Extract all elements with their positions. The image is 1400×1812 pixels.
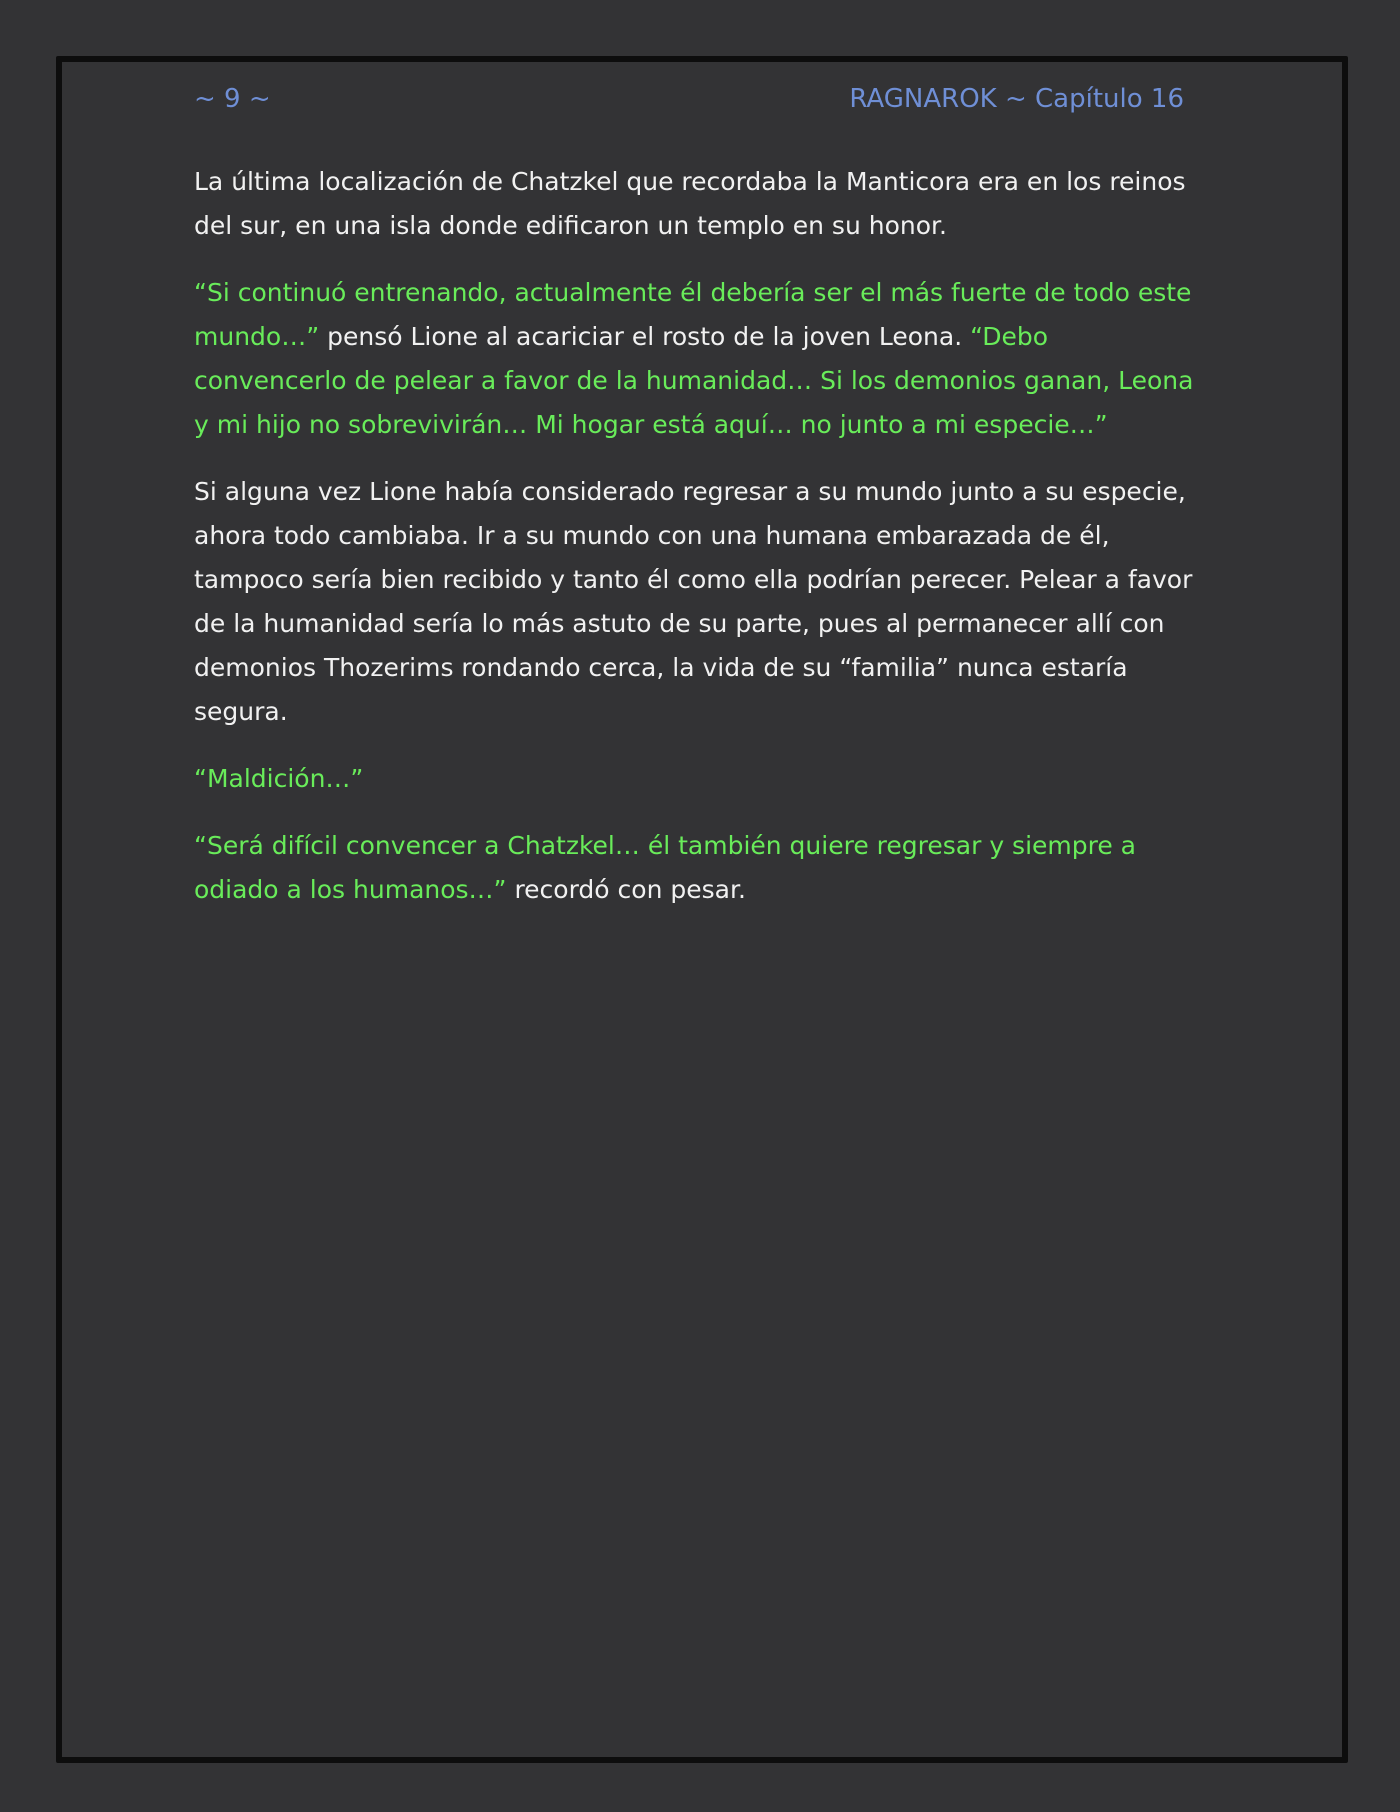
page-number: ~ 9 ~	[194, 84, 271, 114]
page-body	[194, 160, 1204, 935]
paragraph-dialogue-3	[194, 824, 1204, 912]
paragraph-narration-2	[194, 470, 1204, 734]
thought-text: “Si continuó entrenando, actualmente él debería ser el más fuerte de todo este mundo…”	[194, 278, 1192, 351]
thought-text: “Debo convencerlo de pelear a favor de la humanidad… Si los demonios ganan, Leona y mi hijo no sobrevivirán… Mi hogar está aquí… no junto a mi especie…”	[194, 322, 1194, 439]
narration-text: recordó con pesar.	[506, 875, 746, 904]
thought-text: “Será difícil convencer a Chatzkel… él también quiere regresar y siempre a odiado a los humanos…”	[194, 831, 1137, 904]
chapter-title: RAGNAROK ~ Capítulo 16	[849, 84, 1184, 114]
narration-text: pensó Lione al acariciar el rosto de la joven Leona.	[319, 322, 971, 351]
paragraph-dialogue-1	[194, 271, 1204, 447]
narration-text: La última localización de Chatzkel que recordaba la Manticora era en los reinos del sur, en una isla donde edificaron un templo en su honor.	[194, 167, 1186, 240]
thought-text: “Maldición…”	[194, 764, 364, 793]
page-header	[194, 84, 1184, 124]
paragraph-dialogue-2	[194, 757, 1204, 801]
narration-text: Si alguna vez Lione había considerado regresar a su mundo junto a su especie, ahora todo cambiaba. Ir a su mundo con una humana embarazada de él, tampoco sería bien recibido y tanto él como ella podrían perecer. Pelear a favor de la humanidad sería lo más astuto de su parte, pues al permanecer allí con demonios Thozerims rondando cerca, la vida de su “familia” nunca estaría segura.	[194, 477, 1193, 726]
paragraph-narration-1	[194, 160, 1204, 248]
